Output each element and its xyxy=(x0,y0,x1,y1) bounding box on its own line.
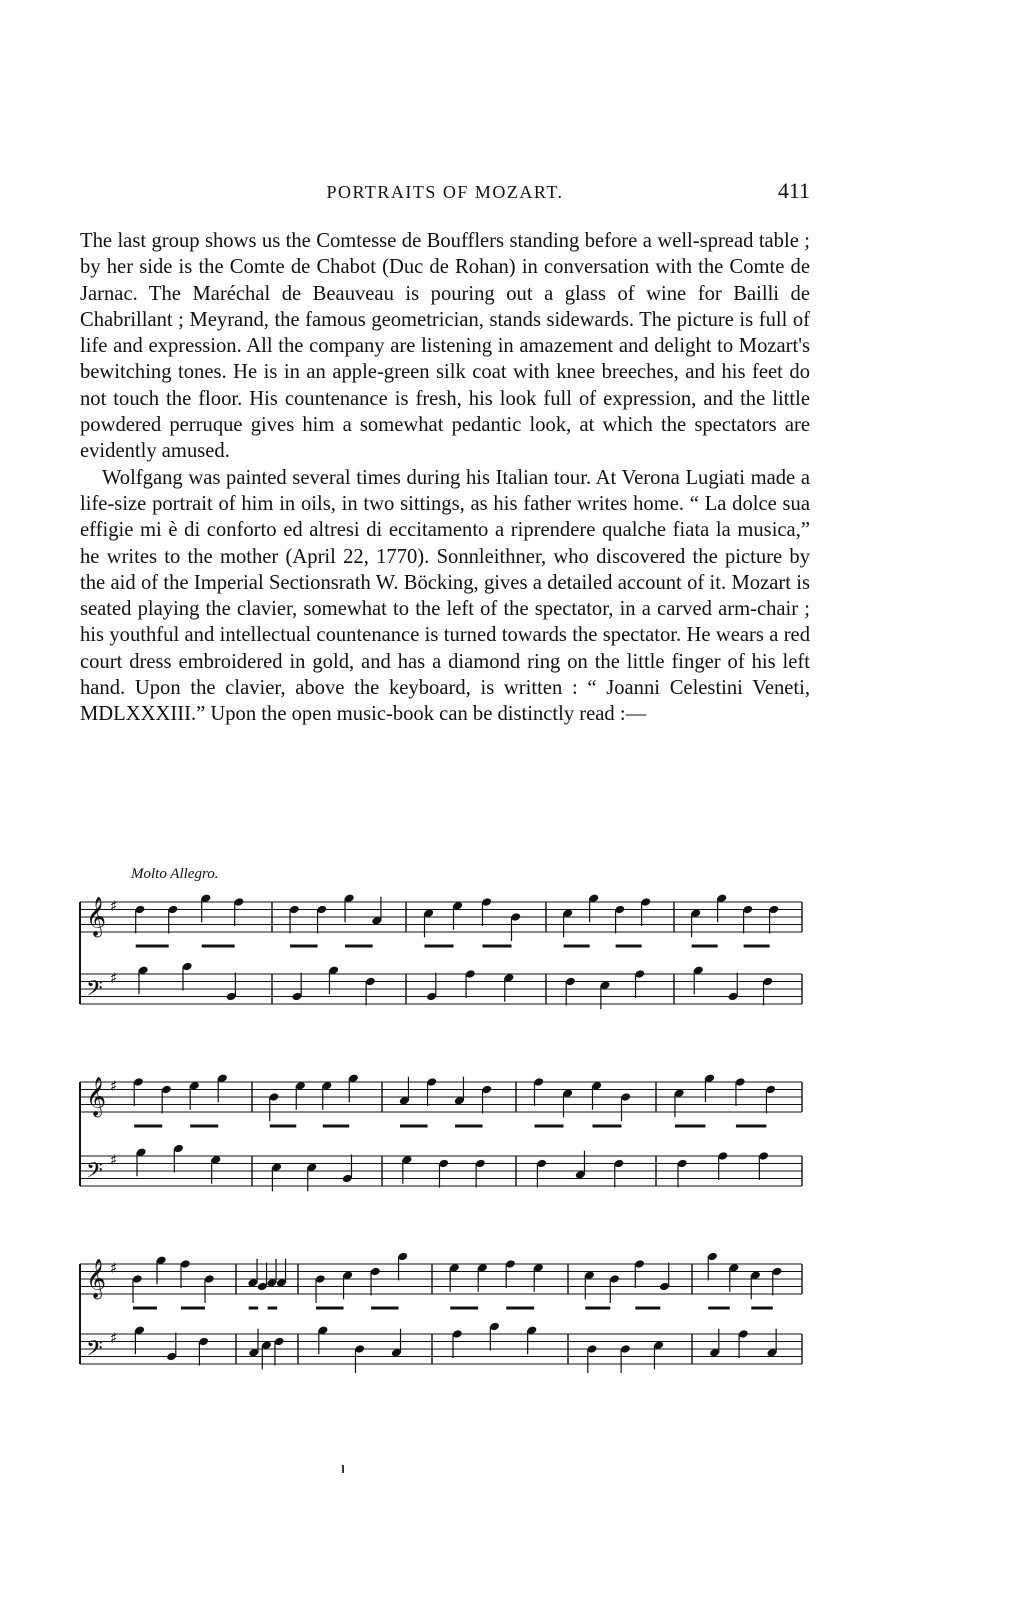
key-signature: ♯ xyxy=(110,969,118,987)
running-title: PORTRAITS OF MOZART. xyxy=(326,182,564,202)
paragraph: Wolfgang was painted several times during his Italian tour. At Verona Lugiati made a life-size portrait of him in oils, in two sittings, as his father writes home. “ La dolce sua effigie mi è di conforto ed altresi di eccitamento a riprendere qualche fiata la musica,” he writes to the mother (April 22, 1770). Sonnleithner, who discovered the picture by the aid of the Imperial Sectionsrath W. Böcking, gives a detailed account of it. Mozart is seated playing the clavier, somewhat to the left of the spectator, in a carved arm-chair ; his youthful and intellectual countenance is turned towards the spectator. He wears a red court dress embroidered in gold, and has a diamond ring on the little finger of his left hand. Upon the clavier, above the keyboard, is written : “ Joanni Celestini Veneti, MDLXXXIII.” Upon the open music-book can be distinctly read :— xyxy=(80,466,810,726)
printer-mark xyxy=(342,1465,344,1473)
paragraph: The last group shows us the Comtesse de Boufflers standing before a well-spread table ; by her side is the Comte de Chabot (Duc de Rohan) in conversation with the Comte de Jarnac. The Maréchal de Beauveau is pouring out a glass of wine for Bailli de Chabrillant ; Meyrand, the famous geometrician, stands sidewards. The picture is full of life and expression. All the company are listening in amazement and delight to Mozart's bewitching tones. He is in an apple-green silk coat with knee breeches, and his feet do not touch the floor. His countenance is fresh, his look full of expression, and the little powdered perruque gives him a somewhat pedantic look, at which the spectators are evidently amused. xyxy=(80,230,810,463)
music-score xyxy=(76,858,806,1458)
bass-clef: 𝄢 xyxy=(86,1336,103,1367)
key-signature: ♯ xyxy=(110,1259,118,1277)
key-signature: ♯ xyxy=(110,1151,118,1169)
music-example xyxy=(76,858,806,1458)
treble-clef: 𝄞 xyxy=(86,896,107,937)
tempo-marking: Molto Allegro. xyxy=(131,866,219,882)
bass-clef: 𝄢 xyxy=(86,976,103,1007)
running-head xyxy=(80,180,810,210)
key-signature: ♯ xyxy=(110,1329,118,1347)
treble-clef: 𝄞 xyxy=(86,1076,107,1117)
bass-clef: 𝄢 xyxy=(86,1158,103,1189)
page-number: 411 xyxy=(777,178,810,203)
key-signature: ♯ xyxy=(110,1077,118,1095)
treble-clef: 𝄞 xyxy=(86,1258,107,1299)
key-signature: ♯ xyxy=(110,897,118,915)
body-text xyxy=(80,228,810,728)
